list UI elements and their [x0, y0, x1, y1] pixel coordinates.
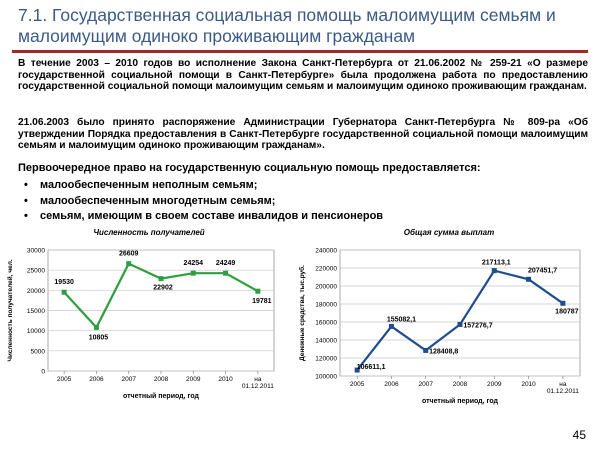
list-item: • малообеспеченным неполным семьям;	[18, 178, 383, 194]
y-tick-label: 120000	[315, 355, 337, 363]
y-tick-label: 10000	[26, 328, 45, 336]
x-tick-label: на	[254, 376, 262, 383]
recipients-chart	[4, 228, 294, 418]
x-tick-label: 2009	[487, 381, 502, 388]
y-tick-label: 0	[41, 368, 45, 376]
x-tick-label: 2005	[349, 381, 365, 388]
priority-list	[18, 178, 383, 225]
x-tick-label: 01.12.2011	[241, 383, 274, 390]
x-tick-label: на	[559, 381, 567, 388]
y-tick-label: 15000	[26, 308, 45, 315]
data-point	[255, 289, 260, 294]
data-point	[191, 271, 196, 276]
data-point	[526, 277, 531, 282]
x-tick-label: 2006	[384, 381, 399, 388]
y-tick-label: 140000	[315, 337, 337, 345]
x-tick-label: 2005	[56, 376, 72, 383]
y-tick-label: 30000	[26, 247, 45, 255]
x-axis-label: отчетный период, год	[123, 393, 199, 400]
data-point	[94, 325, 99, 330]
data-point	[159, 276, 164, 281]
data-label: 106611,1	[356, 364, 386, 372]
data-label: 157276,7	[463, 322, 493, 330]
payments-chart	[298, 228, 600, 418]
data-point	[62, 290, 67, 295]
x-tick-label: 2008	[153, 376, 169, 383]
data-label: 19781	[252, 298, 272, 306]
payments-chart-svg	[298, 228, 600, 418]
slide-title: 7.1. Государственная социальная помощь малоимущим семьям и малоимущим одиноко проживающим гражданам	[18, 5, 556, 46]
chart-title: Численность получателей	[93, 228, 205, 237]
data-point	[126, 261, 131, 266]
data-label: 128408,8	[429, 348, 459, 356]
x-tick-label: 01.12.2011	[546, 388, 579, 395]
paragraph-order: 21.06.2003 было принято распоряжение Администрации Губернатора Санкт-Петербурга № 809-ра «Об утверждении Порядка предоставления в Санкт-Петербурге государственной социальной помощи малоимущим семьям и малоимущим одиноко проживающим гражданам».	[18, 117, 588, 152]
data-point	[560, 301, 565, 306]
data-label: 22902	[153, 284, 173, 292]
chart-title: Общая сумма выплат	[403, 228, 495, 237]
x-tick-label: 2006	[89, 376, 104, 383]
x-tick-label: 2007	[121, 376, 136, 383]
x-tick-label: 2010	[218, 376, 233, 383]
y-tick-label: 160000	[315, 319, 337, 327]
data-label: 24254	[183, 260, 204, 268]
data-point	[223, 271, 228, 276]
x-axis-label: отчетный период, год	[422, 398, 498, 405]
y-tick-label: 20000	[26, 287, 45, 295]
list-item: • малообеспеченным многодетным семьям;	[18, 194, 383, 210]
y-tick-label: 25000	[26, 267, 45, 275]
data-point	[389, 324, 394, 329]
data-label: 180787	[555, 308, 579, 316]
data-label: 19530	[54, 279, 74, 287]
data-point	[492, 268, 497, 273]
x-tick-label: 2009	[186, 376, 201, 383]
data-label: 24249	[215, 260, 236, 268]
page-number: 45	[572, 428, 586, 442]
y-axis-label: Численность получателей, чел.	[7, 259, 14, 362]
list-item: • семьям, имеющим в своем составе инвалидов и пенсионеров	[18, 209, 383, 225]
data-label: 155082,1	[386, 316, 417, 324]
data-point	[458, 322, 463, 327]
recipients-chart-svg	[4, 228, 294, 418]
y-tick-label: 100000	[315, 373, 337, 381]
priority-text: Первоочередное право на государственную социальную помощь предоставляется:	[18, 162, 481, 174]
x-tick-label: 2008	[452, 381, 468, 388]
data-label: 217113,1	[481, 259, 511, 267]
y-tick-label: 220000	[315, 265, 337, 273]
y-tick-label: 180000	[315, 301, 337, 309]
data-label: 207451,7	[527, 267, 558, 275]
data-point	[423, 348, 428, 353]
title-divider	[12, 50, 588, 53]
y-tick-label: 240000	[315, 247, 337, 255]
y-axis-label: Денежные средства, тыс.руб.	[299, 265, 306, 361]
x-tick-label: 2010	[521, 381, 536, 388]
y-tick-label: 5000	[30, 348, 45, 356]
y-tick-label: 200000	[315, 283, 337, 291]
paragraph-law: В течение 2003 – 2010 годов во исполнение Закона Санкт-Петербурга от 21.06.2002 № 259-21 «О размере государственной социальной помощи в Санкт-Петербурге» была продолжена работа по предоставлению государственной социальной помощи малоимущим семьям и малоимущим одиноко проживающим гражданам.	[18, 58, 588, 93]
x-tick-label: 2007	[418, 381, 433, 388]
data-label: 10805	[88, 334, 109, 342]
data-label: 26609	[118, 250, 139, 258]
